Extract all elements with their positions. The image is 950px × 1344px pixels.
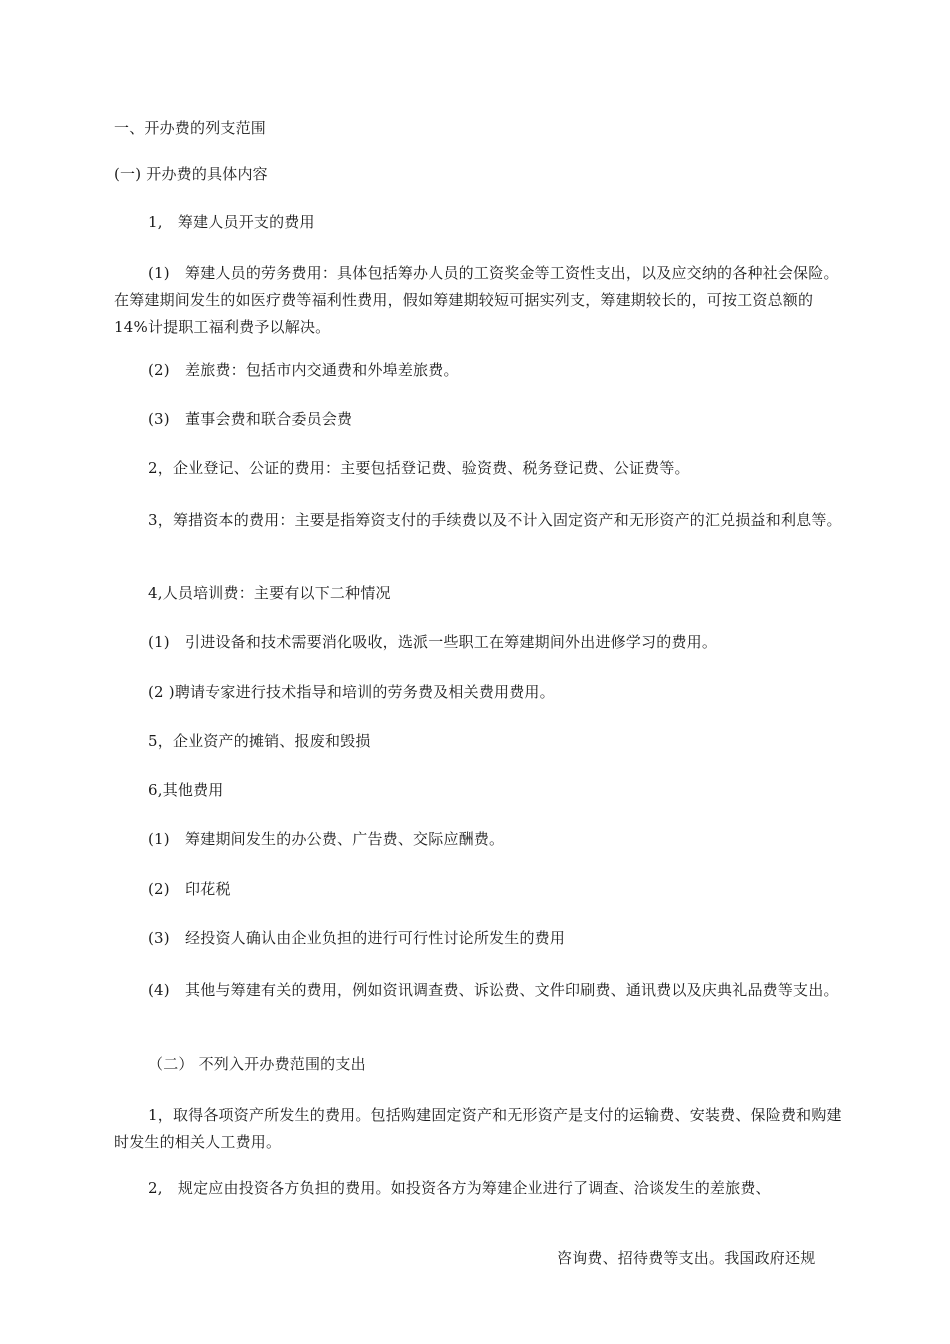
paragraph: 3，筹措资本的费用：主要是指筹资支付的手续费以及不计入固定资产和无形资产的汇兑损益和利息等。 (148, 511, 842, 529)
list-item: 4,人员培训费：主要有以下二种情况 (148, 584, 391, 602)
list-item: (2 )聘请专家进行技术指导和培训的劳务费及相关费用费用。 (148, 683, 555, 701)
list-item: 6,其他费用 (148, 781, 224, 799)
paragraph: (1) 筹建人员的劳务费用：具体包括筹办人员的工资奖金等工资性支出，以及应交纳的各种社会保险。在筹建期间发生的如医疗费等福利性费用，假如筹建期较短可据实列支，筹建期较长的，可按工资总额的14%计提职工福利费予以解决。 (114, 264, 839, 336)
list-item: (2) 差旅费：包括市内交通费和外埠差旅费。 (148, 361, 459, 379)
list-item: (3) 经投资人确认由企业负担的进行可行性讨论所发生的费用 (148, 929, 566, 947)
list-item: (1) 筹建期间发生的办公费、广告费、交际应酬费。 (148, 830, 505, 848)
list-item: (2) 印花税 (148, 880, 231, 898)
section-heading: 一、开办费的列支范围 (114, 119, 267, 137)
paragraph: (4) 其他与筹建有关的费用，例如资讯调查费、诉讼费、文件印刷费、通讯费以及庆典礼品费等支出。 (148, 981, 839, 999)
list-item: 2，企业登记、公证的费用：主要包括登记费、验资费、税务登记费、公证费等。 (148, 459, 690, 477)
list-item: (3) 董事会费和联合委员会费 (148, 410, 353, 428)
list-item: (1) 引进设备和技术需要消化吸收，选派一些职工在筹建期间外出进修学习的费用。 (148, 633, 718, 651)
list-item: 5，企业资产的摊销、报废和毁损 (148, 732, 371, 750)
subsection-heading: （二） 不列入开办费范围的支出 (148, 1055, 366, 1073)
continuation-line: 咨询费、招待费等支出。我国政府还规 (557, 1249, 816, 1267)
subsection-heading: (一) 开办费的具体内容 (114, 165, 268, 183)
list-item: 2, 规定应由投资各方负担的费用。如投资各方为筹建企业进行了调查、洽谈发生的差旅费、 (148, 1179, 771, 1197)
list-item: 1, 筹建人员开支的费用 (148, 213, 315, 231)
paragraph: 1，取得各项资产所发生的费用。包括购建固定资产和无形资产是支付的运输费、安装费、保险费和购建时发生的相关人工费用。 (114, 1106, 842, 1151)
